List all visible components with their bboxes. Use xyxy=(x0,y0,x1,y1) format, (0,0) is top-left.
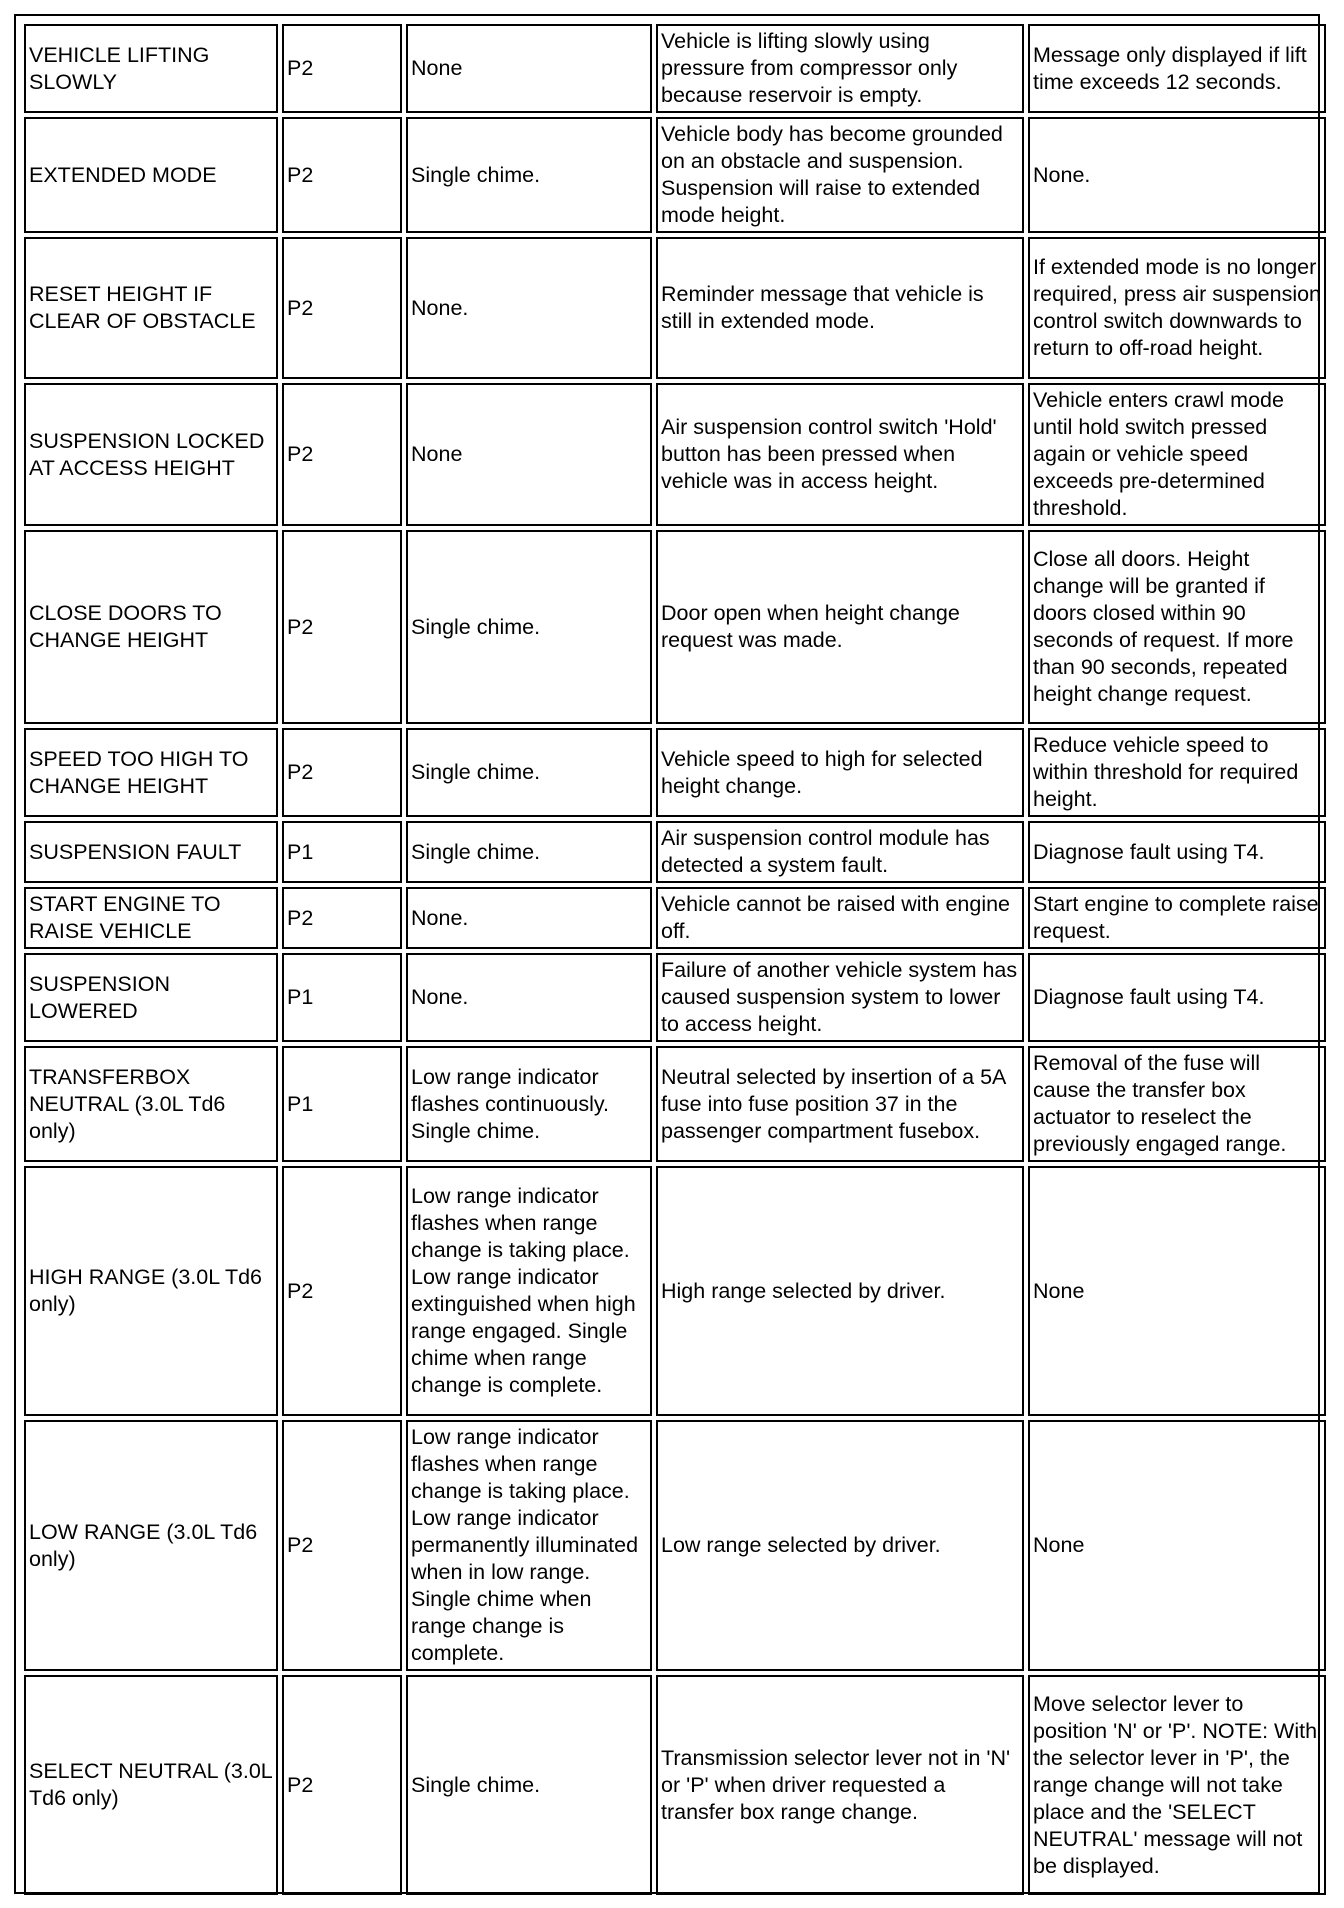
table-row xyxy=(24,530,1326,724)
signal-cell: None. xyxy=(406,887,652,949)
cause-cell: Reminder message that vehicle is still in extended mode. xyxy=(656,237,1024,379)
table-row xyxy=(24,1675,1326,1895)
priority-cell: P1 xyxy=(282,1046,402,1162)
priority-cell: P2 xyxy=(282,1166,402,1416)
signal-cell: None xyxy=(406,383,652,526)
signal-cell: None. xyxy=(406,953,652,1042)
table-row xyxy=(24,887,1326,949)
cause-cell: Vehicle speed to high for selected height change. xyxy=(656,728,1024,817)
signal-cell: None. xyxy=(406,237,652,379)
action-cell: Close all doors. Height change will be granted if doors closed within 90 seconds of request. If more than 90 seconds, repeated height change request. xyxy=(1028,530,1326,724)
table-row xyxy=(24,1166,1326,1416)
cause-cell: Low range selected by driver. xyxy=(656,1420,1024,1671)
action-cell: If extended mode is no longer required, press air suspension control switch downwards to return to off-road height. xyxy=(1028,237,1326,379)
cause-cell: Neutral selected by insertion of a 5A fuse into fuse position 37 in the passenger compartment fusebox. xyxy=(656,1046,1024,1162)
table-row xyxy=(24,1420,1326,1671)
action-cell: None xyxy=(1028,1166,1326,1416)
cause-cell: Air suspension control switch 'Hold' button has been pressed when vehicle was in access height. xyxy=(656,383,1024,526)
message-cell: SUSPENSION LOCKED AT ACCESS HEIGHT xyxy=(24,383,278,526)
priority-cell: P2 xyxy=(282,383,402,526)
message-cell: SPEED TOO HIGH TO CHANGE HEIGHT xyxy=(24,728,278,817)
cause-cell: Vehicle is lifting slowly using pressure from compressor only because reservoir is empty. xyxy=(656,24,1024,113)
table-row xyxy=(24,237,1326,379)
cause-cell: Transmission selector lever not in 'N' or 'P' when driver requested a transfer box range change. xyxy=(656,1675,1024,1895)
message-cell: LOW RANGE (3.0L Td6 only) xyxy=(24,1420,278,1671)
priority-cell: P2 xyxy=(282,117,402,233)
table-row xyxy=(24,383,1326,526)
priority-cell: P1 xyxy=(282,953,402,1042)
table-row xyxy=(24,821,1326,883)
action-cell: Diagnose fault using T4. xyxy=(1028,953,1326,1042)
cause-cell: Vehicle body has become grounded on an obstacle and suspension. Suspension will raise to extended mode height. xyxy=(656,117,1024,233)
cause-cell: Vehicle cannot be raised with engine off. xyxy=(656,887,1024,949)
action-cell: Removal of the fuse will cause the transfer box actuator to reselect the previously engaged range. xyxy=(1028,1046,1326,1162)
signal-cell: Single chime. xyxy=(406,821,652,883)
priority-cell: P1 xyxy=(282,821,402,883)
message-cell: START ENGINE TO RAISE VEHICLE xyxy=(24,887,278,949)
message-cell: HIGH RANGE (3.0L Td6 only) xyxy=(24,1166,278,1416)
action-cell: Start engine to complete raise request. xyxy=(1028,887,1326,949)
priority-cell: P2 xyxy=(282,728,402,817)
cause-cell: High range selected by driver. xyxy=(656,1166,1024,1416)
action-cell: Reduce vehicle speed to within threshold for required height. xyxy=(1028,728,1326,817)
document-page xyxy=(14,14,1320,1894)
action-cell: Diagnose fault using T4. xyxy=(1028,821,1326,883)
signal-cell: Low range indicator flashes when range change is taking place. Low range indicator extinguished when high range engaged. Single chime when range change is complete. xyxy=(406,1166,652,1416)
priority-cell: P2 xyxy=(282,237,402,379)
priority-cell: P2 xyxy=(282,24,402,113)
table-row xyxy=(24,1046,1326,1162)
action-cell: Vehicle enters crawl mode until hold switch pressed again or vehicle speed exceeds pre-determined threshold. xyxy=(1028,383,1326,526)
message-cell: EXTENDED MODE xyxy=(24,117,278,233)
signal-cell: Low range indicator flashes when range change is taking place. Low range indicator permanently illuminated when in low range. Single chime when range change is complete. xyxy=(406,1420,652,1671)
table-row xyxy=(24,728,1326,817)
table-row xyxy=(24,117,1326,233)
priority-cell: P2 xyxy=(282,1420,402,1671)
priority-cell: P2 xyxy=(282,887,402,949)
message-cell: SUSPENSION FAULT xyxy=(24,821,278,883)
priority-cell: P2 xyxy=(282,1675,402,1895)
message-cell: SUSPENSION LOWERED xyxy=(24,953,278,1042)
message-cell: TRANSFERBOX NEUTRAL (3.0L Td6 only) xyxy=(24,1046,278,1162)
cause-cell: Air suspension control module has detected a system fault. xyxy=(656,821,1024,883)
table-row xyxy=(24,24,1326,113)
message-cell: RESET HEIGHT IF CLEAR OF OBSTACLE xyxy=(24,237,278,379)
signal-cell: Single chime. xyxy=(406,1675,652,1895)
signal-cell: Low range indicator flashes continuously. Single chime. xyxy=(406,1046,652,1162)
signal-cell: Single chime. xyxy=(406,728,652,817)
priority-cell: P2 xyxy=(282,530,402,724)
signal-cell: Single chime. xyxy=(406,530,652,724)
action-cell: None. xyxy=(1028,117,1326,233)
message-cell: VEHICLE LIFTING SLOWLY xyxy=(24,24,278,113)
action-cell: Message only displayed if lift time exceeds 12 seconds. xyxy=(1028,24,1326,113)
signal-cell: Single chime. xyxy=(406,117,652,233)
cause-cell: Failure of another vehicle system has caused suspension system to lower to access height. xyxy=(656,953,1024,1042)
message-table xyxy=(20,20,1330,1899)
action-cell: Move selector lever to position 'N' or 'P'. NOTE: With the selector lever in 'P', the range change will not take place and the 'SELECT NEUTRAL' message will not be displayed. xyxy=(1028,1675,1326,1895)
message-cell: CLOSE DOORS TO CHANGE HEIGHT xyxy=(24,530,278,724)
signal-cell: None xyxy=(406,24,652,113)
table-row xyxy=(24,953,1326,1042)
message-cell: SELECT NEUTRAL (3.0L Td6 only) xyxy=(24,1675,278,1895)
cause-cell: Door open when height change request was made. xyxy=(656,530,1024,724)
action-cell: None xyxy=(1028,1420,1326,1671)
